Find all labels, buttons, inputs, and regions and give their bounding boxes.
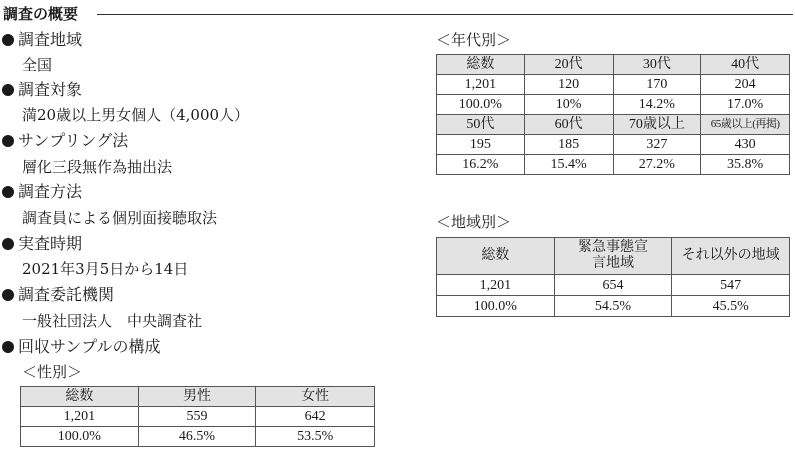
table-header-cell: 男性 (138, 387, 256, 407)
bullet-icon (2, 341, 14, 353)
table-cell: 100.0% (437, 296, 555, 317)
region-table (436, 237, 790, 317)
table-header-cell: 50代 (437, 115, 525, 135)
item-agency-head: 調査委託機関 (2, 285, 114, 305)
table-cell: 35.8% (701, 155, 790, 175)
item-method-value: 調査員による個別面接聴取法 (22, 209, 218, 227)
table-cell: 16.2% (437, 155, 525, 175)
table-header-cell: 70歳以上 (613, 115, 701, 135)
table-header-cell: 60代 (524, 115, 613, 135)
table-header-row (437, 238, 790, 275)
table-row (437, 275, 790, 296)
item-method-head: 調査方法 (2, 182, 82, 202)
item-target-value: 満20歳以上男女個人（4,000人） (22, 106, 250, 124)
table-header-row (21, 387, 375, 407)
item-sampling-value: 層化三段無作為抽出法 (22, 158, 173, 176)
table-header-cell: それ以外の地域 (672, 238, 790, 275)
gender-table (20, 386, 375, 447)
table-cell: 15.4% (524, 155, 613, 175)
bullet-icon (2, 238, 14, 250)
table-header-row (437, 55, 790, 75)
table-header-cell: 20代 (524, 55, 613, 75)
table-cell: 14.2% (613, 95, 701, 115)
table-header-cell: 女性 (256, 387, 375, 407)
item-period-head: 実査時期 (2, 234, 82, 254)
bullet-icon (2, 186, 14, 198)
table-header-cell: 30代 (613, 55, 701, 75)
table-cell: 10% (524, 95, 613, 115)
table-cell: 204 (701, 75, 790, 95)
table-row (437, 95, 790, 115)
item-area-head: 調査地域 (2, 30, 82, 50)
table-cell: 54.5% (554, 296, 672, 317)
table-cell: 120 (524, 75, 613, 95)
table-cell: 654 (554, 275, 672, 296)
table-cell: 195 (437, 135, 525, 155)
table-cell: 27.2% (613, 155, 701, 175)
table-cell: 559 (138, 407, 256, 427)
table-cell: 45.5% (672, 296, 790, 317)
table-row (21, 427, 375, 447)
table-cell: 327 (613, 135, 701, 155)
table-header-cell: 総数 (21, 387, 139, 407)
table-header-cell: 総数 (437, 55, 525, 75)
table-header-cell: 40代 (701, 55, 790, 75)
table-row (437, 296, 790, 317)
item-agency-value: 一般社団法人 中央調査社 (22, 312, 203, 330)
table-header-cell: 総数 (437, 238, 555, 275)
table-cell: 100.0% (21, 427, 139, 447)
table-row (21, 407, 375, 427)
item-sample-head: 回収サンプルの構成 (2, 337, 161, 357)
item-target-head: 調査対象 (2, 80, 82, 100)
table-header-row (437, 115, 790, 135)
bullet-icon (2, 84, 14, 96)
table-cell: 46.5% (138, 427, 256, 447)
table-cell: 17.0% (701, 95, 790, 115)
table-cell: 1,201 (437, 275, 555, 296)
table-cell: 1,201 (437, 75, 525, 95)
item-sampling-head: サンプリング法 (2, 131, 128, 151)
table-header-cell: 緊急事態宣言地域 (554, 238, 672, 275)
age-table (436, 54, 790, 175)
table-row (437, 75, 790, 95)
table-cell: 53.5% (256, 427, 375, 447)
item-period-value: 2021年3月5日から14日 (22, 260, 189, 278)
table-cell: 642 (256, 407, 375, 427)
bullet-icon (2, 34, 14, 46)
item-area-value: 全国 (22, 56, 53, 74)
table-row (437, 135, 790, 155)
section-title-row (0, 4, 795, 24)
table-row (437, 155, 790, 175)
table-cell: 1,201 (21, 407, 139, 427)
table-cell: 547 (672, 275, 790, 296)
age-label: ＜年代別＞ (436, 31, 512, 49)
bullet-icon (2, 289, 14, 301)
gender-label: ＜性別＞ (22, 363, 83, 381)
bullet-icon (2, 135, 14, 147)
table-cell: 100.0% (437, 95, 525, 115)
table-cell: 170 (613, 75, 701, 95)
table-header-cell: 65歳以上(再掲) (701, 115, 790, 135)
region-label: ＜地域別＞ (436, 213, 512, 231)
section-title: 調査の概要 (3, 5, 79, 23)
title-rule (97, 14, 793, 15)
table-cell: 185 (524, 135, 613, 155)
table-cell: 430 (701, 135, 790, 155)
